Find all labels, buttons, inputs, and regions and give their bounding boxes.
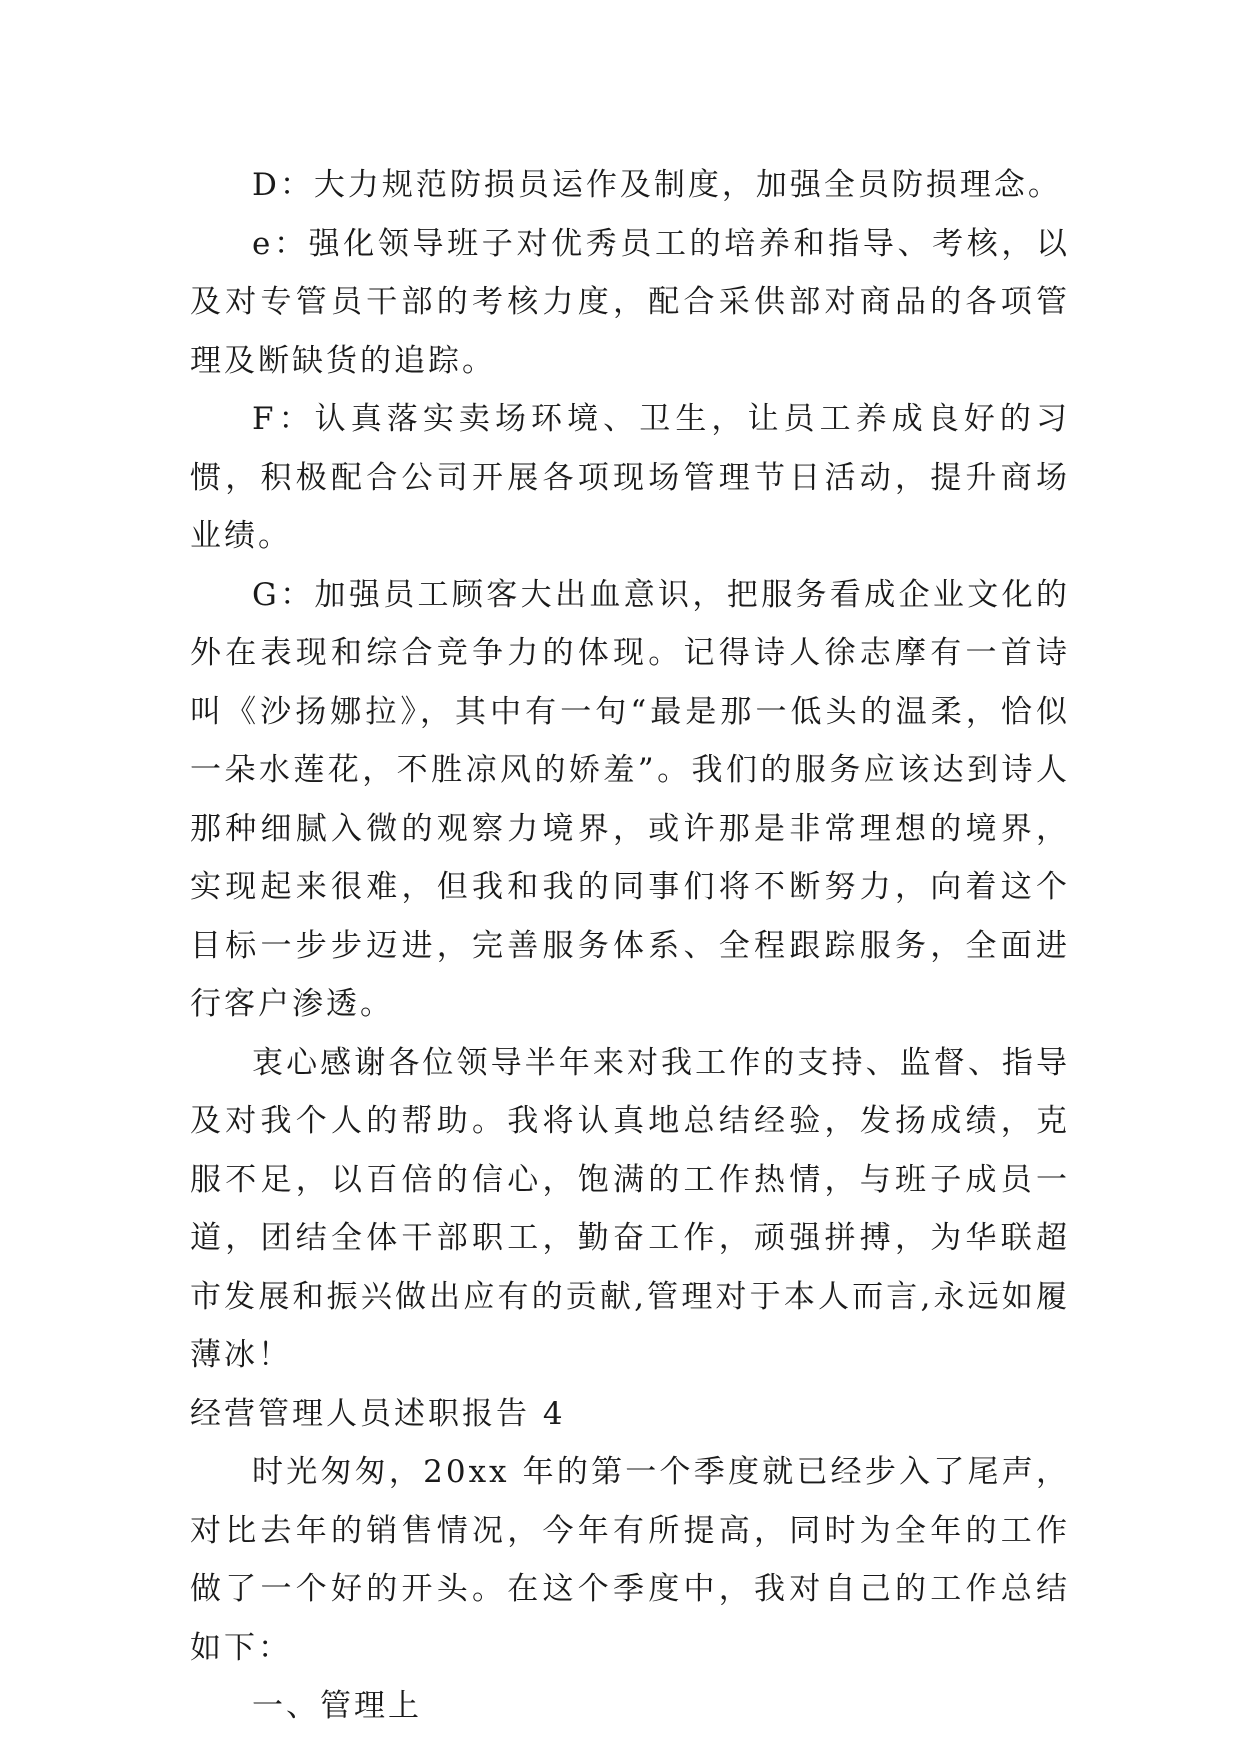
paragraph-intro: 时光匆匆，20xx 年的第一个季度就已经步入了尾声，对比去年的销售情况，今年有所提高，同时为全年的工作做了一个好的开头。在这个季度中，我对自己的工作总结如下：: [190, 1454, 1070, 1666]
paragraph-f: F：认真落实卖场环境、卫生，让员工养成良好的习惯，积极配合公司开展各项现场管理节日活动，提升商场业绩。: [190, 401, 1070, 554]
paragraph-d: D：大力规范防损员运作及制度，加强全员防损理念。: [252, 167, 1062, 203]
subheading-management: 一、管理上: [252, 1688, 422, 1724]
document-body: [190, 156, 1070, 1736]
section-title: 经营管理人员述职报告 4: [190, 1395, 566, 1432]
paragraph-thanks: 衷心感谢各位领导半年来对我工作的支持、监督、指导及对我个人的帮助。我将认真地总结经验，发扬成绩，克服不足，以百倍的信心，饱满的工作热情，与班子成员一道，团结全体干部职工，勤奋工作，顽强拼搏，为华联超市发展和振兴做出应有的贡献,管理对于本人而言,永远如履薄冰！: [190, 1044, 1070, 1373]
paragraph-e: e：强化领导班子对优秀员工的培养和指导、考核，以及对专管员干部的考核力度，配合采供部对商品的各项管理及断缺货的追踪。: [190, 225, 1070, 379]
paragraph-g: G：加强员工顾客大出血意识，把服务看成企业文化的外在表现和综合竞争力的体现。记得诗人徐志摩有一首诗叫《沙扬娜拉》，其中有一句“最是那一低头的温柔，恰似一朵水莲花，不胜凉风的娇羞”。我们的服务应该达到诗人那种细腻入微的观察力境界，或许那是非常理想的境界，实现起来很难，但我和我的同事们将不断努力，向着这个目标一步步迈进，完善服务体系、全程跟踪服务，全面进行客户渗透。: [190, 576, 1070, 1022]
